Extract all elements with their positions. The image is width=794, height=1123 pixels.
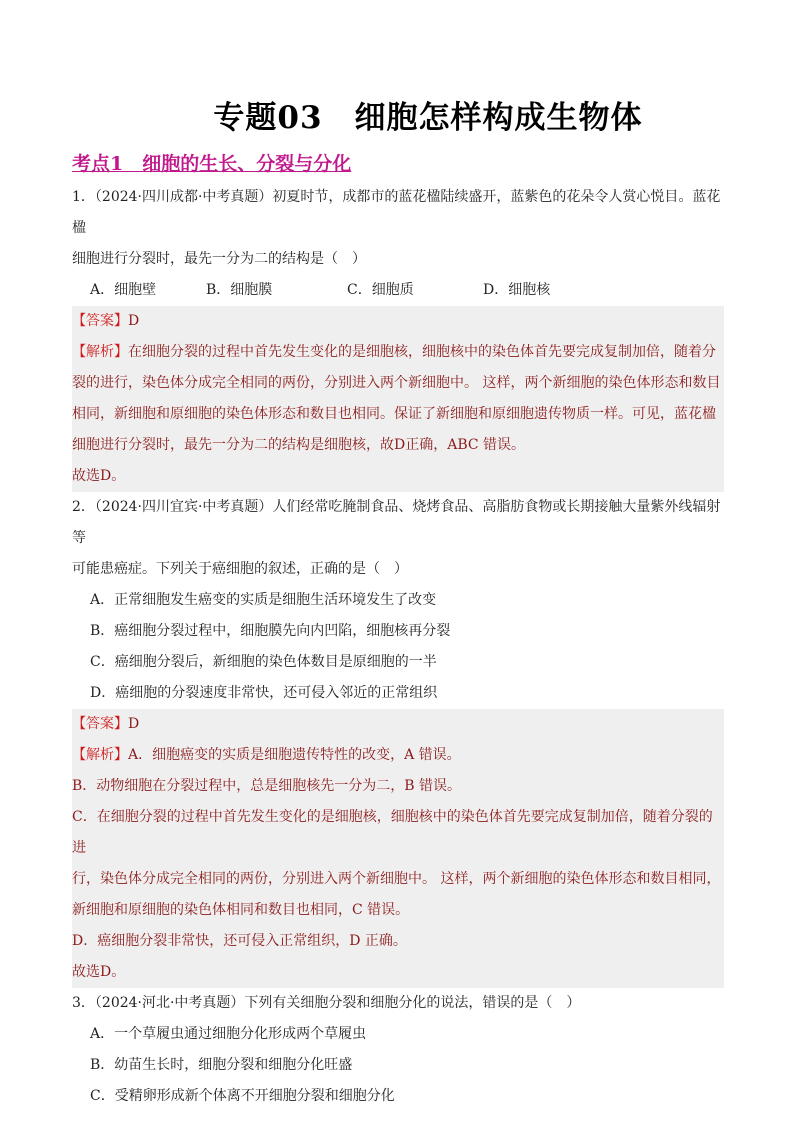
analysis-text: 相同，新细胞和原细胞的染色体形态和数目也相同。保证了新细胞和原细胞遗传物质一样。可见，蓝花楹	[72, 406, 716, 422]
section-heading: 考点1 细胞的生长、分裂与分化	[72, 153, 352, 175]
option-a: A．一个草履虫通过细胞分化形成两个草履虫	[90, 1026, 367, 1042]
answer-block	[72, 306, 724, 492]
option-c: C．细胞质	[347, 282, 414, 298]
option-d: D．癌细胞的分裂速度非常快，还可侵入邻近的正常组织	[90, 685, 438, 701]
question-stem: 1．（2024·四川成都·中考真题）初夏时节，成都市的蓝花楹陆续盛开，蓝紫色的花朵令人赏心悦目。蓝花楹	[72, 189, 721, 236]
analysis-tag: 【解析】	[72, 747, 128, 763]
question-1	[72, 182, 724, 492]
answer-block	[72, 709, 724, 988]
question-stem: 3．（2024·河北·中考真题）下列有关细胞分裂和细胞分化的说法，错误的是（ ）	[72, 995, 581, 1011]
document-page	[72, 92, 724, 1112]
conclusion-text: 故选D。	[72, 468, 126, 484]
question-2	[72, 492, 724, 988]
option-a: A．正常细胞发生癌变的实质是细胞生活环境发生了改变	[90, 592, 437, 608]
option-b: B．细胞膜	[206, 282, 273, 298]
analysis-text: 细胞进行分裂时，最先一分为二的结构是细胞核，故D正确，ABC 错误。	[72, 437, 526, 453]
answer-tag: 【答案】	[72, 313, 128, 329]
analysis-text: 裂的进行，染色体分成完全相同的两份，分别进入两个新细胞中。 这样，两个新细胞的染色体形态和数目	[72, 375, 721, 391]
option-b: B．幼苗生长时，细胞分裂和细胞分化旺盛	[90, 1057, 353, 1073]
option-c: C．癌细胞分裂后，新细胞的染色体数目是原细胞的一半	[90, 654, 437, 670]
analysis-text: 在细胞分裂的过程中首先发生变化的是细胞核，细胞核中的染色体首先要完成复制加倍，随着分	[128, 344, 716, 360]
option-a: A．细胞壁	[90, 282, 157, 298]
option-b: B．癌细胞分裂过程中，细胞膜先向内凹陷，细胞核再分裂	[90, 623, 451, 639]
analysis-text: C．在细胞分裂的过程中首先发生变化的是细胞核，细胞核中的染色体首先要完成复制加倍，随着分裂的进	[72, 809, 713, 856]
options-row	[72, 275, 724, 306]
analysis-text: D．癌细胞分裂非常快，还可侵入正常组织，D 正确。	[72, 933, 407, 949]
conclusion-text: 故选D。	[72, 964, 126, 980]
analysis-tag: 【解析】	[72, 344, 128, 360]
option-d: D．细胞核	[483, 282, 551, 298]
analysis-text: 新细胞和原细胞的染色体相同和数目也相同，C 错误。	[72, 902, 410, 918]
analysis-text: B．动物细胞在分裂过程中，总是细胞核先一分为二，B 错误。	[72, 778, 462, 794]
question-3	[72, 988, 724, 1112]
question-stem: 细胞进行分裂时，最先一分为二的结构是（ ）	[72, 251, 366, 267]
question-stem: 可能患癌症。下列关于癌细胞的叙述，正确的是（ ）	[72, 561, 408, 577]
question-stem: 2．（2024·四川宜宾·中考真题）人们经常吃腌制食品、烧烤食品、高脂肪食物或长期接触大量紫外线辐射等	[72, 499, 721, 546]
option-c: C．受精卵形成新个体离不开细胞分裂和细胞分化	[90, 1088, 395, 1104]
analysis-text: A．细胞癌变的实质是细胞遗传特性的改变，A 错误。	[128, 747, 461, 763]
analysis-text: 行，染色体分成完全相同的两份，分别进入两个新细胞中。 这样，两个新细胞的染色体形态和数目相同，	[72, 871, 721, 887]
answer-value: D	[128, 313, 140, 329]
answer-value: D	[128, 716, 140, 732]
answer-tag: 【答案】	[72, 716, 128, 732]
page-title: 专题03 细胞怎样构成生物体	[213, 100, 643, 136]
